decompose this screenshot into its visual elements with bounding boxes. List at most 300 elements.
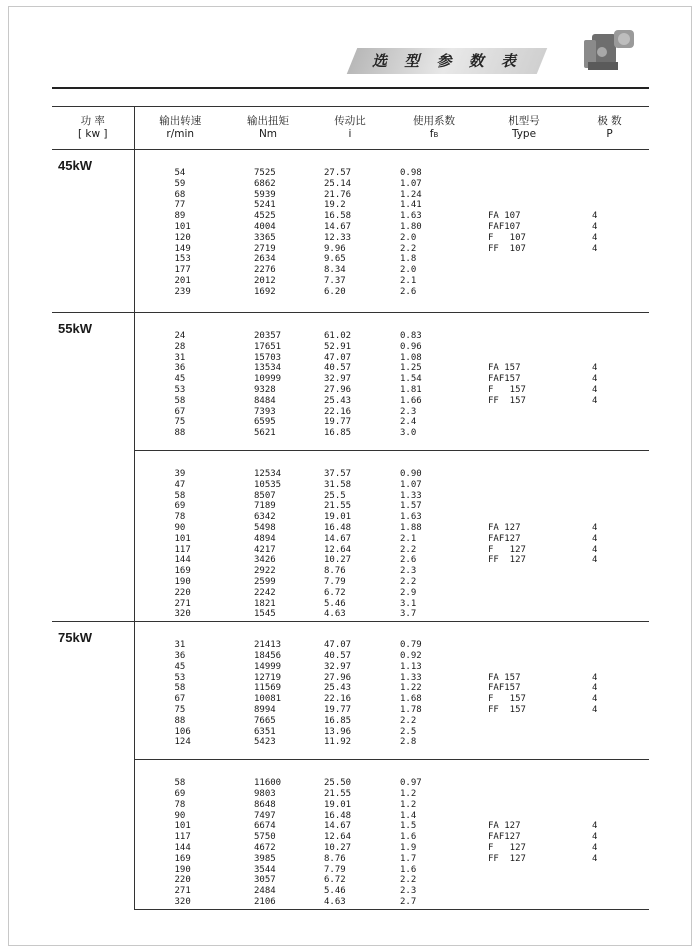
ratio-cell [310, 150, 390, 313]
spacer [592, 342, 648, 353]
ratio-cell-value: 22.16 [324, 694, 352, 705]
torque-cell [226, 451, 310, 622]
spacer [488, 469, 569, 480]
pole-cell [570, 150, 649, 313]
pole-cell-value: 4 [592, 395, 598, 406]
pole-cell [570, 622, 649, 760]
ratio-cell-value: 40.57 [324, 363, 352, 374]
header-torque-unit: Nm [258, 128, 278, 140]
service-factor-cell-value: 1.80 [400, 221, 422, 232]
spacer [488, 342, 569, 353]
ratio-cell-value: 22.16 [324, 406, 352, 417]
spacer [592, 512, 648, 523]
ratio-cell-value: 6.20 [324, 286, 346, 297]
torque-cell-value: 5498 [254, 522, 276, 533]
header-rule [52, 87, 649, 89]
pole-cell-value: 4 [592, 544, 598, 555]
type-cell-value: FAF157 [488, 374, 521, 385]
ratio-cell-value: 14.67 [324, 221, 352, 232]
spacer [592, 778, 648, 789]
speed-cell-value: 67 [174, 694, 186, 705]
pole-cell [570, 760, 649, 910]
torque-cell-value: 6674 [254, 821, 276, 832]
ratio-cell-value: 12.33 [324, 232, 352, 243]
torque-cell-value: 4672 [254, 842, 276, 853]
speed-cell-value: 78 [174, 512, 186, 523]
service-factor-cell-value: 0.96 [400, 341, 422, 352]
speed-cell-value: 90 [174, 810, 186, 821]
header-torque-label: 输出扭矩 [247, 115, 289, 127]
service-factor-cell-value: 1.07 [400, 178, 422, 189]
type-cell-value: FF 127 [488, 853, 526, 864]
torque-cell-value: 2484 [254, 886, 276, 897]
power-cell [52, 313, 134, 622]
spacer [488, 491, 569, 502]
spacer [488, 190, 569, 201]
ratio-cell-value: 61.02 [324, 331, 352, 341]
speed-cell-value: 68 [174, 189, 186, 200]
ratio-cell-value: 13.96 [324, 726, 352, 737]
ratio-cell-value: 8.76 [324, 566, 346, 577]
speed-cell-value: 53 [174, 384, 186, 395]
service-factor-cell-value: 1.24 [400, 189, 422, 200]
pole-cell-value: 4 [592, 672, 598, 683]
service-factor-cell-value: 1.6 [400, 832, 417, 843]
service-factor-cell [390, 313, 478, 451]
spacer [592, 353, 648, 364]
header-torque [226, 107, 310, 150]
speed-cell-value: 31 [174, 352, 186, 363]
header-type [478, 107, 570, 150]
torque-cell-value: 2922 [254, 566, 276, 577]
speed-cell-value: 31 [174, 640, 186, 651]
pole-cell-value: 4 [592, 555, 598, 566]
header-speed-unit: r/min [166, 128, 195, 140]
torque-cell-value: 7497 [254, 810, 276, 821]
type-cell-value: FF 157 [488, 704, 526, 715]
type-cell-value: FA 127 [488, 821, 521, 832]
ratio-cell-value: 7.37 [324, 275, 346, 286]
power-label: 75kW [58, 630, 92, 646]
spacer [488, 512, 569, 523]
speed-cell-value: 153 [174, 254, 191, 265]
service-factor-cell-value: 1.9 [400, 842, 417, 853]
service-factor-cell-value: 1.13 [400, 661, 422, 672]
service-factor-cell-value: 2.2 [400, 243, 417, 254]
spacer [488, 651, 569, 662]
table-header-row [52, 107, 649, 150]
ratio-cell-value: 21.55 [324, 788, 352, 799]
speed-cell [134, 313, 226, 451]
spacer [592, 491, 648, 502]
speed-cell-value: 75 [174, 704, 186, 715]
header-speed-label: 输出转速 [159, 115, 202, 127]
speed-cell-value: 75 [174, 417, 186, 428]
speed-cell-value: 101 [174, 221, 191, 232]
table-row [52, 451, 649, 622]
ratio-cell-value: 9.96 [324, 243, 346, 254]
torque-cell-value: 11600 [254, 778, 282, 789]
speed-cell-value: 58 [174, 490, 186, 501]
speed-cell-value: 169 [174, 853, 191, 864]
spacer [488, 331, 569, 342]
speed-cell-value: 58 [174, 778, 186, 789]
torque-cell-value: 2242 [254, 587, 276, 598]
torque-cell-value: 7189 [254, 501, 276, 512]
torque-cell-value: 4894 [254, 533, 276, 544]
spacer [592, 662, 648, 673]
speed-cell-value: 220 [174, 587, 191, 598]
page-title: 选 型 参 数 表 [372, 52, 522, 70]
speed-cell-value: 89 [174, 211, 186, 222]
ratio-cell-value: 4.63 [324, 896, 346, 907]
service-factor-cell-value: 1.41 [400, 200, 422, 211]
speed-cell-value: 201 [174, 275, 191, 286]
header-service-factor-label: 使用系数 [413, 115, 455, 127]
ratio-cell-value: 27.57 [324, 168, 352, 178]
ratio-cell-value: 19.01 [324, 512, 352, 523]
torque-cell-value: 10081 [254, 694, 282, 705]
torque-cell-value: 2012 [254, 275, 276, 286]
spacer [592, 651, 648, 662]
speed-cell-value: 36 [174, 650, 186, 661]
service-factor-cell-value: 2.3 [400, 406, 417, 417]
service-factor-cell-value: 2.2 [400, 544, 417, 555]
torque-cell-value: 6342 [254, 512, 276, 523]
service-factor-cell-value: 1.33 [400, 672, 422, 683]
power-label: 55kW [58, 321, 92, 336]
torque-cell-value: 3985 [254, 853, 276, 864]
service-factor-cell-value: 2.2 [400, 576, 417, 587]
ratio-cell-value: 4.63 [324, 609, 346, 620]
type-cell-value: FAF127 [488, 832, 521, 843]
service-factor-cell-value: 3.7 [400, 609, 417, 620]
spacer [488, 789, 569, 800]
speed-cell-value: 28 [174, 341, 186, 352]
speed-cell [134, 622, 226, 760]
spacer [488, 179, 569, 190]
torque-cell-value: 2106 [254, 896, 276, 907]
ratio-cell-value: 14.67 [324, 821, 352, 832]
service-factor-cell-value: 0.97 [400, 778, 422, 789]
spacer [488, 811, 569, 822]
table-body [52, 150, 649, 910]
torque-cell-value: 3544 [254, 864, 276, 875]
ratio-cell-value: 25.14 [324, 178, 352, 189]
speed-cell-value: 54 [174, 168, 186, 178]
ratio-cell-value: 5.46 [324, 598, 346, 609]
service-factor-cell-value: 2.3 [400, 566, 417, 577]
service-factor-cell-value: 2.1 [400, 275, 417, 286]
speed-cell-value: 67 [174, 406, 186, 417]
spacer [592, 200, 648, 211]
torque-cell-value: 8648 [254, 799, 276, 810]
torque-cell-value: 5241 [254, 200, 276, 211]
ratio-cell [310, 760, 390, 910]
ratio-cell-value: 16.48 [324, 522, 352, 533]
pole-cell [570, 313, 649, 451]
ratio-cell-value: 25.50 [324, 778, 352, 789]
torque-cell-value: 9328 [254, 384, 276, 395]
torque-cell-value: 15703 [254, 352, 282, 363]
spacer [592, 331, 648, 342]
ratio-cell-value: 19.01 [324, 799, 352, 810]
header-service-factor [390, 107, 478, 150]
spacer [488, 800, 569, 811]
torque-cell-value: 4525 [254, 211, 276, 222]
speed-cell-value: 45 [174, 661, 186, 672]
service-factor-cell-value: 1.57 [400, 501, 422, 512]
ratio-cell-value: 12.64 [324, 832, 352, 843]
speed-cell-value: 117 [174, 832, 191, 843]
torque-cell-value: 6595 [254, 417, 276, 428]
torque-cell [226, 150, 310, 313]
ratio-cell-value: 37.57 [324, 469, 352, 479]
service-factor-cell-value: 1.8 [400, 254, 417, 265]
service-factor-cell-value: 0.98 [400, 168, 422, 178]
type-cell [478, 313, 570, 451]
speed-cell-value: 120 [174, 232, 191, 243]
ratio-cell-value: 7.79 [324, 576, 346, 587]
pole-cell-value: 4 [592, 853, 598, 864]
service-factor-cell-value: 1.2 [400, 799, 417, 810]
service-factor-cell-value: 1.2 [400, 788, 417, 799]
header-power [52, 107, 134, 150]
torque-cell-value: 11569 [254, 683, 282, 694]
pole-cell-value: 4 [592, 842, 598, 853]
service-factor-cell-value: 1.54 [400, 374, 422, 385]
pole-cell-value: 4 [592, 522, 598, 533]
speed-cell-value: 24 [174, 331, 186, 341]
torque-cell-value: 5939 [254, 189, 276, 200]
torque-cell-value: 6351 [254, 726, 276, 737]
spacer [592, 800, 648, 811]
service-factor-cell-value: 0.90 [400, 469, 422, 479]
ratio-cell-value: 6.72 [324, 587, 346, 598]
type-cell [478, 622, 570, 760]
torque-cell-value: 1545 [254, 609, 276, 620]
spacer [592, 501, 648, 512]
service-factor-cell [390, 150, 478, 313]
spacer [488, 640, 569, 651]
pole-cell-value: 4 [592, 704, 598, 715]
service-factor-cell-value: 1.25 [400, 363, 422, 374]
service-factor-cell-value: 1.08 [400, 352, 422, 363]
ratio-cell-value: 31.58 [324, 479, 352, 490]
type-cell-value: F 107 [488, 232, 526, 243]
type-cell-value: FA 157 [488, 672, 521, 683]
torque-cell-value: 5423 [254, 737, 276, 748]
service-factor-cell-value: 1.07 [400, 479, 422, 490]
torque-cell-value: 6862 [254, 178, 276, 189]
torque-cell-value: 9803 [254, 788, 276, 799]
header-poles-label: 极 数 [597, 115, 622, 127]
service-factor-cell-value: 2.1 [400, 533, 417, 544]
speed-cell-value: 45 [174, 374, 186, 385]
ratio-cell-value: 16.85 [324, 715, 352, 726]
service-factor-cell-value: 1.63 [400, 512, 422, 523]
speed-cell-value: 36 [174, 363, 186, 374]
type-cell-value: F 127 [488, 544, 526, 555]
ratio-cell-value: 16.58 [324, 211, 352, 222]
header-poles-unit: P [606, 128, 613, 140]
service-factor-cell-value: 2.2 [400, 875, 417, 886]
service-factor-cell-value: 2.6 [400, 555, 417, 566]
pole-cell-value: 4 [592, 232, 598, 243]
speed-cell-value: 90 [174, 522, 186, 533]
torque-cell-value: 5621 [254, 428, 276, 439]
type-cell-value: FA 127 [488, 522, 521, 533]
type-cell-value: FA 107 [488, 211, 521, 222]
ratio-cell-value: 6.72 [324, 875, 346, 886]
header-power-unit: [ kw ] [77, 128, 108, 140]
service-factor-cell [390, 760, 478, 910]
spacer [488, 778, 569, 789]
ratio-cell-value: 8.34 [324, 265, 346, 276]
pole-cell-value: 4 [592, 243, 598, 254]
type-cell [478, 760, 570, 910]
service-factor-cell-value: 3.1 [400, 598, 417, 609]
speed-cell-value: 78 [174, 799, 186, 810]
type-cell-value: FF 157 [488, 395, 526, 406]
spacer [592, 640, 648, 651]
torque-cell-value: 3365 [254, 232, 276, 243]
torque-cell-value: 13534 [254, 363, 282, 374]
speed-cell-value: 88 [174, 715, 186, 726]
spacer [592, 469, 648, 480]
spacer [488, 662, 569, 673]
service-factor-cell-value: 1.63 [400, 211, 422, 222]
ratio-cell [310, 313, 390, 451]
spacer [488, 353, 569, 364]
pole-cell-value: 4 [592, 832, 598, 843]
header-speed [134, 107, 226, 150]
speed-cell-value: 169 [174, 566, 191, 577]
ratio-cell-value: 19.2 [324, 200, 346, 211]
speed-cell-value: 177 [174, 265, 191, 276]
ratio-cell-value: 9.65 [324, 254, 346, 265]
power-label: 45kW [58, 158, 92, 173]
speed-cell-value: 69 [174, 788, 186, 799]
torque-cell-value: 1821 [254, 598, 276, 609]
type-cell [478, 150, 570, 313]
spacer [592, 789, 648, 800]
torque-cell-value: 7665 [254, 715, 276, 726]
service-factor-cell [390, 622, 478, 760]
speed-cell [134, 451, 226, 622]
service-factor-cell-value: 1.78 [400, 704, 422, 715]
ratio-cell-value: 27.96 [324, 384, 352, 395]
header-service-factor-unit: fB [429, 128, 439, 140]
service-factor-cell-value: 2.0 [400, 265, 417, 276]
ratio-cell-value: 12.64 [324, 544, 352, 555]
type-cell-value: F 127 [488, 842, 526, 853]
speed-cell-value: 320 [174, 896, 191, 907]
ratio-cell-value: 40.57 [324, 650, 352, 661]
ratio-cell-value: 25.43 [324, 395, 352, 406]
header-ratio-unit: i [348, 128, 352, 140]
header-poles [570, 107, 649, 150]
ratio-cell-value: 8.76 [324, 853, 346, 864]
ratio-cell-value: 5.46 [324, 886, 346, 897]
service-factor-cell-value: 0.83 [400, 331, 422, 341]
speed-cell-value: 149 [174, 243, 191, 254]
torque-cell-value: 4217 [254, 544, 276, 555]
speed-cell-value: 271 [174, 598, 191, 609]
speed-cell-value: 106 [174, 726, 191, 737]
speed-cell-value: 101 [174, 533, 191, 544]
service-factor-cell-value: 2.7 [400, 896, 417, 907]
pole-cell-value: 4 [592, 694, 598, 705]
ratio-cell-value: 32.97 [324, 374, 352, 385]
service-factor-cell-value: 2.0 [400, 232, 417, 243]
selection-table [52, 106, 649, 910]
speed-cell-value: 53 [174, 672, 186, 683]
spacer [488, 200, 569, 211]
speed-cell-value: 190 [174, 576, 191, 587]
ratio-cell [310, 622, 390, 760]
header-ratio [310, 107, 390, 150]
power-cell [52, 622, 134, 910]
torque-cell-value: 10535 [254, 479, 282, 490]
ratio-cell-value: 21.76 [324, 189, 352, 200]
ratio-cell-value: 16.85 [324, 428, 352, 439]
service-factor-cell-value: 2.9 [400, 587, 417, 598]
speed-cell-value: 59 [174, 178, 186, 189]
type-cell-value: FAF157 [488, 683, 521, 694]
speed-cell-value: 144 [174, 555, 191, 566]
service-factor-cell-value: 3.0 [400, 428, 417, 439]
speed-cell-value: 69 [174, 501, 186, 512]
torque-cell-value: 2276 [254, 265, 276, 276]
service-factor-cell-value: 1.4 [400, 810, 417, 821]
service-factor-cell [390, 451, 478, 622]
torque-cell-value: 2634 [254, 254, 276, 265]
spacer [592, 190, 648, 201]
table-row [52, 622, 649, 760]
speed-cell-value: 117 [174, 544, 191, 555]
torque-cell-value: 8507 [254, 490, 276, 501]
type-cell-value: FF 127 [488, 555, 526, 566]
torque-cell-value: 12719 [254, 672, 282, 683]
pole-cell-value: 4 [592, 821, 598, 832]
pole-cell-value: 4 [592, 363, 598, 374]
service-factor-cell-value: 2.5 [400, 726, 417, 737]
header-type-label: 机型号 [508, 115, 540, 127]
ratio-cell-value: 7.79 [324, 864, 346, 875]
torque-cell [226, 313, 310, 451]
pole-cell-value: 4 [592, 374, 598, 385]
torque-cell-value: 5750 [254, 832, 276, 843]
speed-cell-value: 58 [174, 395, 186, 406]
pole-cell [570, 451, 649, 622]
service-factor-cell-value: 1.7 [400, 853, 417, 864]
ratio-cell [310, 451, 390, 622]
type-cell-value: FAF127 [488, 533, 521, 544]
service-factor-cell-value: 2.6 [400, 286, 417, 297]
speed-cell-value: 144 [174, 842, 191, 853]
speed-cell-value: 124 [174, 737, 191, 748]
header-ratio-label: 传动比 [334, 115, 366, 127]
service-factor-cell-value: 0.92 [400, 650, 422, 661]
torque-cell-value: 7525 [254, 168, 276, 178]
ratio-cell-value: 19.77 [324, 417, 352, 428]
ratio-cell-value: 25.5 [324, 490, 346, 501]
torque-cell-value: 2719 [254, 243, 276, 254]
ratio-cell-value: 52.91 [324, 341, 352, 352]
service-factor-cell-value: 1.81 [400, 384, 422, 395]
spacer [592, 168, 648, 179]
